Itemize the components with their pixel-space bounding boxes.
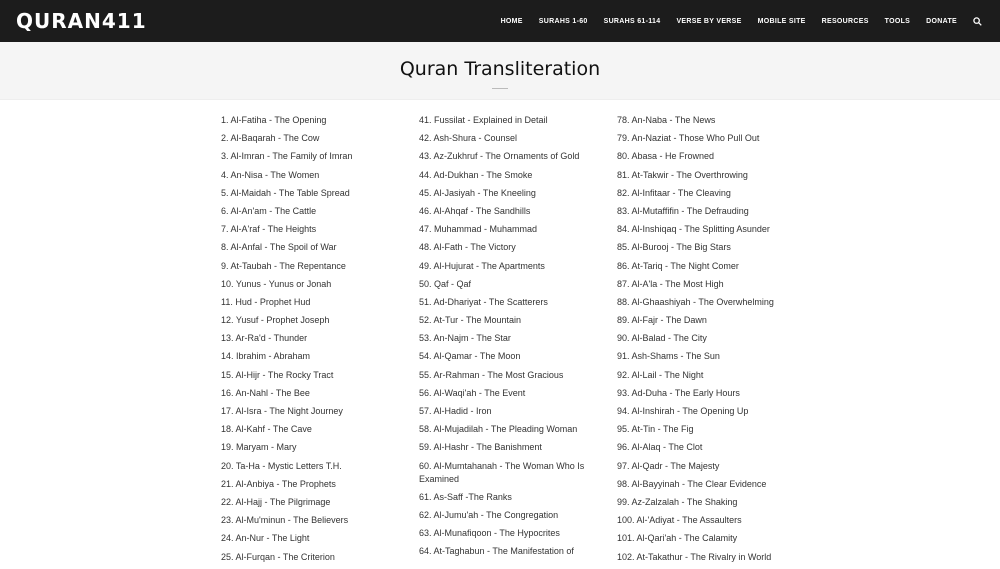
surah-link[interactable]: 84. Al-Inshiqaq - The Splitting Asunder bbox=[617, 224, 770, 235]
surah-link[interactable]: 56. Al-Waqi'ah - The Event bbox=[419, 387, 526, 398]
nav-home[interactable]: HOME bbox=[500, 17, 523, 25]
surah-link[interactable]: 95. At-Tin - The Fig bbox=[617, 424, 694, 435]
page-title: Quran Transliteration bbox=[399, 58, 601, 80]
nav-verse-by-verse[interactable]: VERSE BY VERSE bbox=[676, 17, 742, 25]
surah-link[interactable]: 20. Ta-Ha - Mystic Letters T.H. bbox=[221, 460, 342, 471]
surah-link[interactable]: 102. At-Takathur - The Rivalry in World bbox=[617, 551, 772, 562]
surah-link[interactable]: 50. Qaf - Qaf bbox=[419, 278, 472, 289]
surah-link[interactable]: 59. Al-Hashr - The Banishment bbox=[419, 442, 542, 453]
nav-mobile-site[interactable]: MOBILE SITE bbox=[757, 17, 806, 25]
surah-link[interactable]: 5. Al-Maidah - The Table Spread bbox=[221, 187, 350, 198]
surah-link[interactable]: 47. Muhammad - Muhammad bbox=[419, 224, 538, 235]
surah-link[interactable]: 48. Al-Fath - The Victory bbox=[419, 242, 516, 253]
main-nav bbox=[485, 16, 982, 26]
surah-link[interactable]: 79. An-Naziat - Those Who Pull Out bbox=[617, 133, 760, 144]
surah-link[interactable]: 100. Al-'Adiyat - The Assaulters bbox=[617, 515, 742, 526]
surah-link[interactable]: 94. Al-Inshirah - The Opening Up bbox=[617, 406, 749, 416]
surah-link[interactable]: 15. Al-Hijr - The Rocky Tract bbox=[221, 369, 334, 380]
surah-link[interactable]: 13. Ar-Ra'd - Thunder bbox=[221, 333, 308, 344]
surah-link[interactable]: 17. Al-Isra - The Night Journey bbox=[221, 406, 343, 416]
surah-link[interactable]: 81. At-Takwir - The Overthrowing bbox=[617, 169, 748, 180]
nav-resources[interactable]: RESOURCES bbox=[821, 17, 869, 25]
surah-column-1 bbox=[221, 114, 399, 569]
surah-link[interactable]: 89. Al-Fajr - The Dawn bbox=[617, 315, 707, 326]
surah-link[interactable]: 93. Ad-Duha - The Early Hours bbox=[617, 387, 740, 398]
surah-link[interactable]: 64. At-Taghabun - The Manifestation of bbox=[419, 546, 574, 557]
surah-link[interactable]: 41. Fussilat - Explained in Detail bbox=[419, 115, 548, 125]
surah-link[interactable]: 6. Al-An'am - The Cattle bbox=[221, 205, 317, 216]
surah-link[interactable]: 83. Al-Mutaffifin - The Defrauding bbox=[617, 205, 749, 216]
surah-link[interactable]: 49. Al-Hujurat - The Apartments bbox=[419, 260, 545, 271]
surah-link[interactable]: 96. Al-Alaq - The Clot bbox=[617, 442, 703, 453]
title-divider bbox=[492, 88, 508, 89]
site-logo[interactable]: QURAN411 bbox=[16, 9, 147, 33]
surah-link[interactable]: 9. At-Taubah - The Repentance bbox=[221, 260, 346, 271]
surah-link[interactable]: 57. Al-Hadid - Iron bbox=[419, 406, 492, 416]
surah-link[interactable]: 11. Hud - Prophet Hud bbox=[221, 296, 311, 307]
surah-link[interactable]: 58. Al-Mujadilah - The Pleading Woman bbox=[419, 424, 578, 435]
surah-link[interactable]: 46. Al-Ahqaf - The Sandhills bbox=[419, 205, 531, 216]
surah-link[interactable]: 51. Ad-Dhariyat - The Scatterers bbox=[419, 296, 548, 307]
surah-link[interactable]: 4. An-Nisa - The Women bbox=[221, 169, 320, 180]
surah-link[interactable]: 22. Al-Hajj - The Pilgrimage bbox=[221, 496, 331, 507]
surah-link[interactable]: 78. An-Naba - The News bbox=[617, 115, 716, 125]
nav-tools[interactable]: TOOLS bbox=[884, 17, 911, 25]
surah-link[interactable]: 88. Al-Ghaashiyah - The Overwhelming bbox=[617, 296, 774, 307]
surah-link[interactable]: 86. At-Tariq - The Night Comer bbox=[617, 260, 739, 271]
surah-link[interactable]: 53. An-Najm - The Star bbox=[419, 333, 511, 344]
surah-link[interactable]: 45. Al-Jasiyah - The Kneeling bbox=[419, 187, 536, 198]
surah-link[interactable]: 90. Al-Balad - The City bbox=[617, 333, 707, 344]
surah-link[interactable]: 43. Az-Zukhruf - The Ornaments of Gold bbox=[419, 151, 580, 162]
surah-link[interactable]: 98. Al-Bayyinah - The Clear Evidence bbox=[617, 478, 767, 489]
surah-link[interactable]: 52. At-Tur - The Mountain bbox=[419, 315, 522, 326]
surah-link[interactable]: 80. Abasa - He Frowned bbox=[617, 151, 715, 162]
surah-link[interactable]: 23. Al-Mu'minun - The Believers bbox=[221, 515, 349, 526]
surah-link[interactable]: 3. Al-Imran - The Family of Imran bbox=[221, 151, 353, 162]
surah-link[interactable]: 101. Al-Qari'ah - The Calamity bbox=[617, 533, 738, 544]
surah-link[interactable]: 97. Al-Qadr - The Majesty bbox=[617, 460, 720, 471]
surah-link[interactable]: 2. Al-Baqarah - The Cow bbox=[221, 133, 320, 144]
surah-link[interactable]: 19. Maryam - Mary bbox=[221, 442, 297, 453]
surah-column-3 bbox=[617, 114, 795, 569]
surah-link[interactable]: 55. Ar-Rahman - The Most Gracious bbox=[419, 369, 564, 380]
surah-link[interactable]: 62. Al-Jumu'ah - The Congregation bbox=[419, 509, 559, 520]
surah-link[interactable]: 12. Yusuf - Prophet Joseph bbox=[221, 315, 330, 326]
search-icon[interactable] bbox=[972, 16, 982, 26]
surah-link[interactable]: 85. Al-Burooj - The Big Stars bbox=[617, 242, 731, 253]
surah-link[interactable]: 1. Al-Fatiha - The Opening bbox=[221, 115, 327, 125]
surah-link[interactable]: 16. An-Nahl - The Bee bbox=[221, 387, 310, 398]
surah-link[interactable]: 42. Ash-Shura - Counsel bbox=[419, 133, 518, 144]
surah-link[interactable]: 7. Al-A'raf - The Heights bbox=[221, 224, 317, 235]
title-band bbox=[0, 42, 1000, 100]
surah-link[interactable]: 25. Al-Furqan - The Criterion bbox=[221, 551, 335, 562]
surah-link[interactable]: 63. Al-Munafiqoon - The Hypocrites bbox=[419, 528, 560, 539]
surah-link[interactable]: 87. Al-A'la - The Most High bbox=[617, 278, 724, 289]
surah-link[interactable]: 61. As-Saff -The Ranks bbox=[419, 491, 512, 502]
surah-link[interactable]: 99. Az-Zalzalah - The Shaking bbox=[617, 496, 738, 507]
surah-list bbox=[0, 100, 1000, 566]
surah-link[interactable]: 60. Al-Mumtahanah - The Woman Who Is Examined bbox=[419, 460, 585, 484]
surah-link[interactable]: 91. Ash-Shams - The Sun bbox=[617, 351, 720, 362]
surah-link[interactable]: 21. Al-Anbiya - The Prophets bbox=[221, 478, 336, 489]
surah-link[interactable]: 18. Al-Kahf - The Cave bbox=[221, 424, 312, 435]
surah-link[interactable]: 92. Al-Lail - The Night bbox=[617, 369, 704, 380]
surah-link[interactable]: 8. Al-Anfal - The Spoil of War bbox=[221, 242, 337, 253]
surah-link[interactable]: 82. Al-Infitaar - The Cleaving bbox=[617, 187, 731, 198]
surah-link[interactable]: 54. Al-Qamar - The Moon bbox=[419, 351, 521, 362]
surah-column-2 bbox=[419, 114, 597, 564]
site-header bbox=[0, 0, 1000, 42]
nav-donate[interactable]: DONATE bbox=[926, 17, 957, 25]
surah-link[interactable]: 24. An-Nur - The Light bbox=[221, 533, 310, 544]
surah-link[interactable]: 14. Ibrahim - Abraham bbox=[221, 351, 311, 362]
nav-surahs-61-114[interactable]: SURAHS 61-114 bbox=[603, 17, 661, 25]
surah-link[interactable]: 44. Ad-Dukhan - The Smoke bbox=[419, 169, 533, 180]
nav-surahs-1-60[interactable]: SURAHS 1-60 bbox=[538, 17, 588, 25]
surah-link[interactable]: 10. Yunus - Yunus or Jonah bbox=[221, 278, 332, 289]
